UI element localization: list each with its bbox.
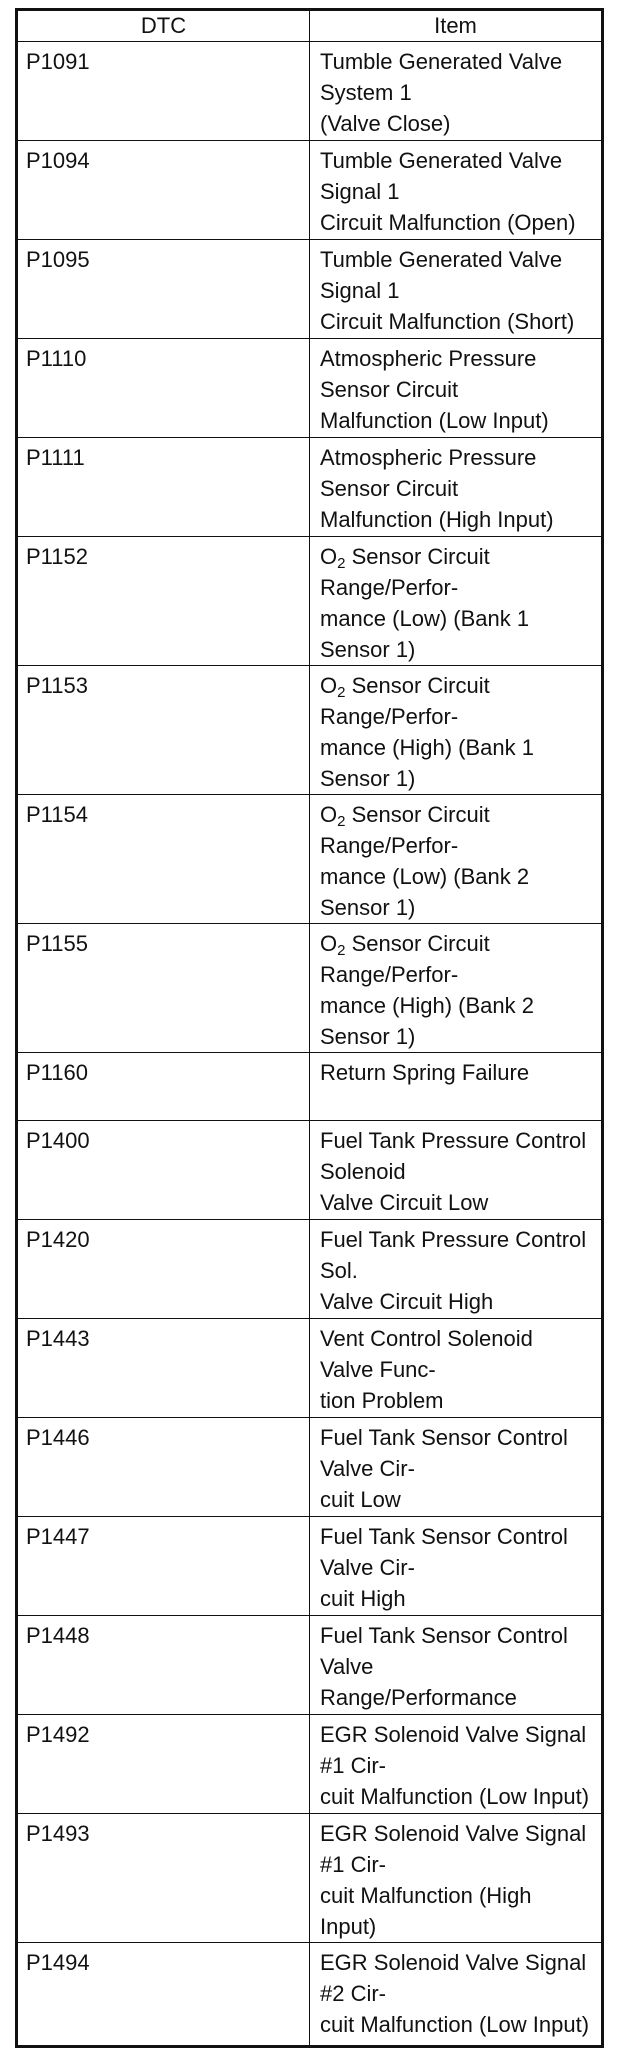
item-line2: Circuit Malfunction (Open): [320, 210, 576, 235]
table-row: [17, 537, 603, 666]
item-cell: [310, 924, 603, 1053]
dtc-cell: P1155: [17, 924, 310, 1053]
item-line2: Valve Circuit High: [320, 1289, 494, 1314]
table-header-row: [17, 10, 603, 42]
item-line2: Valve Circuit Low: [320, 1190, 489, 1215]
item-cell: [310, 240, 603, 339]
item-cell: [310, 1319, 603, 1418]
table-row: [17, 1943, 603, 2047]
table-row: [17, 924, 603, 1053]
table-row: [17, 1814, 603, 1943]
item-line2: cuit High: [320, 1586, 406, 1611]
dtc-table-container: [15, 8, 604, 2048]
dtc-cell: P1492: [17, 1715, 310, 1814]
item-line1: Fuel Tank Pressure Control Solenoid: [320, 1128, 587, 1184]
dtc-cell: P1095: [17, 240, 310, 339]
item-cell: [310, 1220, 603, 1319]
item-line1: Fuel Tank Sensor Control Valve: [320, 1623, 568, 1679]
item-line2: cuit Low: [320, 1487, 401, 1512]
item-cell: [310, 339, 603, 438]
dtc-cell: P1091: [17, 42, 310, 141]
item-line1: Atmospheric Pressure Sensor Circuit: [320, 346, 537, 402]
item-line1: Sensor Circuit Range/Perfor-: [320, 931, 490, 987]
dtc-cell: P1443: [17, 1319, 310, 1418]
item-subscript: 2: [337, 942, 346, 959]
table-row: [17, 1616, 603, 1715]
item-cell: [310, 1121, 603, 1220]
dtc-cell: P1446: [17, 1418, 310, 1517]
item-prefix: O: [320, 931, 338, 956]
item-line2: cuit Malfunction (Low Input): [320, 2012, 590, 2037]
item-line1: Return Spring Failure: [320, 1060, 530, 1085]
table-row: [17, 1715, 603, 1814]
item-line1: EGR Solenoid Valve Signal #1 Cir-: [320, 1821, 587, 1877]
item-line1: Sensor Circuit Range/Perfor-: [320, 673, 490, 729]
dtc-cell: P1152: [17, 537, 310, 666]
item-prefix: O: [320, 673, 338, 698]
dtc-cell: P1494: [17, 1943, 310, 2047]
item-line1: Atmospheric Pressure Sensor Circuit: [320, 445, 537, 501]
dtc-table: [15, 8, 604, 2048]
item-line2: mance (High) (Bank 1 Sensor 1): [320, 735, 534, 791]
item-line2: Malfunction (High Input): [320, 507, 554, 532]
dtc-cell: P1111: [17, 438, 310, 537]
item-cell: [310, 141, 603, 240]
item-line2: Range/Performance: [320, 1685, 517, 1710]
table-row: [17, 141, 603, 240]
table-row: [17, 1319, 603, 1418]
item-line1: Fuel Tank Sensor Control Valve Cir-: [320, 1524, 568, 1580]
item-prefix: O: [320, 544, 338, 569]
item-line1: Tumble Generated Valve System 1: [320, 49, 563, 105]
dtc-cell: P1154: [17, 795, 310, 924]
column-header-item: Item: [310, 10, 603, 42]
table-row: [17, 1121, 603, 1220]
item-subscript: 2: [337, 555, 346, 572]
table-row: [17, 666, 603, 795]
table-row: [17, 1418, 603, 1517]
dtc-cell: P1160: [17, 1053, 310, 1121]
item-line2: cuit Malfunction (High Input): [320, 1883, 532, 1939]
item-cell: [310, 1418, 603, 1517]
item-line1: Fuel Tank Sensor Control Valve Cir-: [320, 1425, 568, 1481]
table-row: [17, 438, 603, 537]
item-cell: [310, 1517, 603, 1616]
item-cell: [310, 1814, 603, 1943]
item-line1: EGR Solenoid Valve Signal #2 Cir-: [320, 1950, 587, 2006]
item-line1: Sensor Circuit Range/Perfor-: [320, 802, 490, 858]
item-line2: mance (Low) (Bank 1 Sensor 1): [320, 606, 530, 662]
item-cell: [310, 1616, 603, 1715]
dtc-cell: P1420: [17, 1220, 310, 1319]
dtc-cell: P1110: [17, 339, 310, 438]
dtc-cell: P1493: [17, 1814, 310, 1943]
item-line1: Sensor Circuit Range/Perfor-: [320, 544, 490, 600]
dtc-cell: P1153: [17, 666, 310, 795]
item-line2: cuit Malfunction (Low Input): [320, 1784, 590, 1809]
item-subscript: 2: [337, 813, 346, 830]
item-cell: [310, 537, 603, 666]
item-cell: [310, 1715, 603, 1814]
dtc-cell: P1094: [17, 141, 310, 240]
dtc-cell: P1448: [17, 1616, 310, 1715]
table-row: [17, 795, 603, 924]
item-subscript: 2: [337, 684, 346, 701]
item-line1: Tumble Generated Valve Signal 1: [320, 247, 563, 303]
dtc-cell: P1447: [17, 1517, 310, 1616]
table-row: [17, 42, 603, 141]
item-line2: (Valve Close): [320, 111, 451, 136]
item-prefix: O: [320, 802, 338, 827]
item-cell: [310, 1053, 603, 1121]
table-row: [17, 1053, 603, 1121]
item-line2: mance (Low) (Bank 2 Sensor 1): [320, 864, 530, 920]
dtc-cell: P1400: [17, 1121, 310, 1220]
item-line2: Circuit Malfunction (Short): [320, 309, 575, 334]
item-line2: tion Problem: [320, 1388, 444, 1413]
item-line2: mance (High) (Bank 2 Sensor 1): [320, 993, 534, 1049]
table-row: [17, 1517, 603, 1616]
item-line1: EGR Solenoid Valve Signal #1 Cir-: [320, 1722, 587, 1778]
item-line1: Tumble Generated Valve Signal 1: [320, 148, 563, 204]
table-row: [17, 339, 603, 438]
item-cell: [310, 438, 603, 537]
item-line1: Vent Control Solenoid Valve Func-: [320, 1326, 533, 1382]
table-row: [17, 1220, 603, 1319]
item-line2: Malfunction (Low Input): [320, 408, 549, 433]
item-cell: [310, 666, 603, 795]
column-header-dtc: DTC: [17, 10, 310, 42]
table-row: [17, 240, 603, 339]
item-cell: [310, 795, 603, 924]
item-line1: Fuel Tank Pressure Control Sol.: [320, 1227, 587, 1283]
item-cell: [310, 42, 603, 141]
item-cell: [310, 1943, 603, 2047]
